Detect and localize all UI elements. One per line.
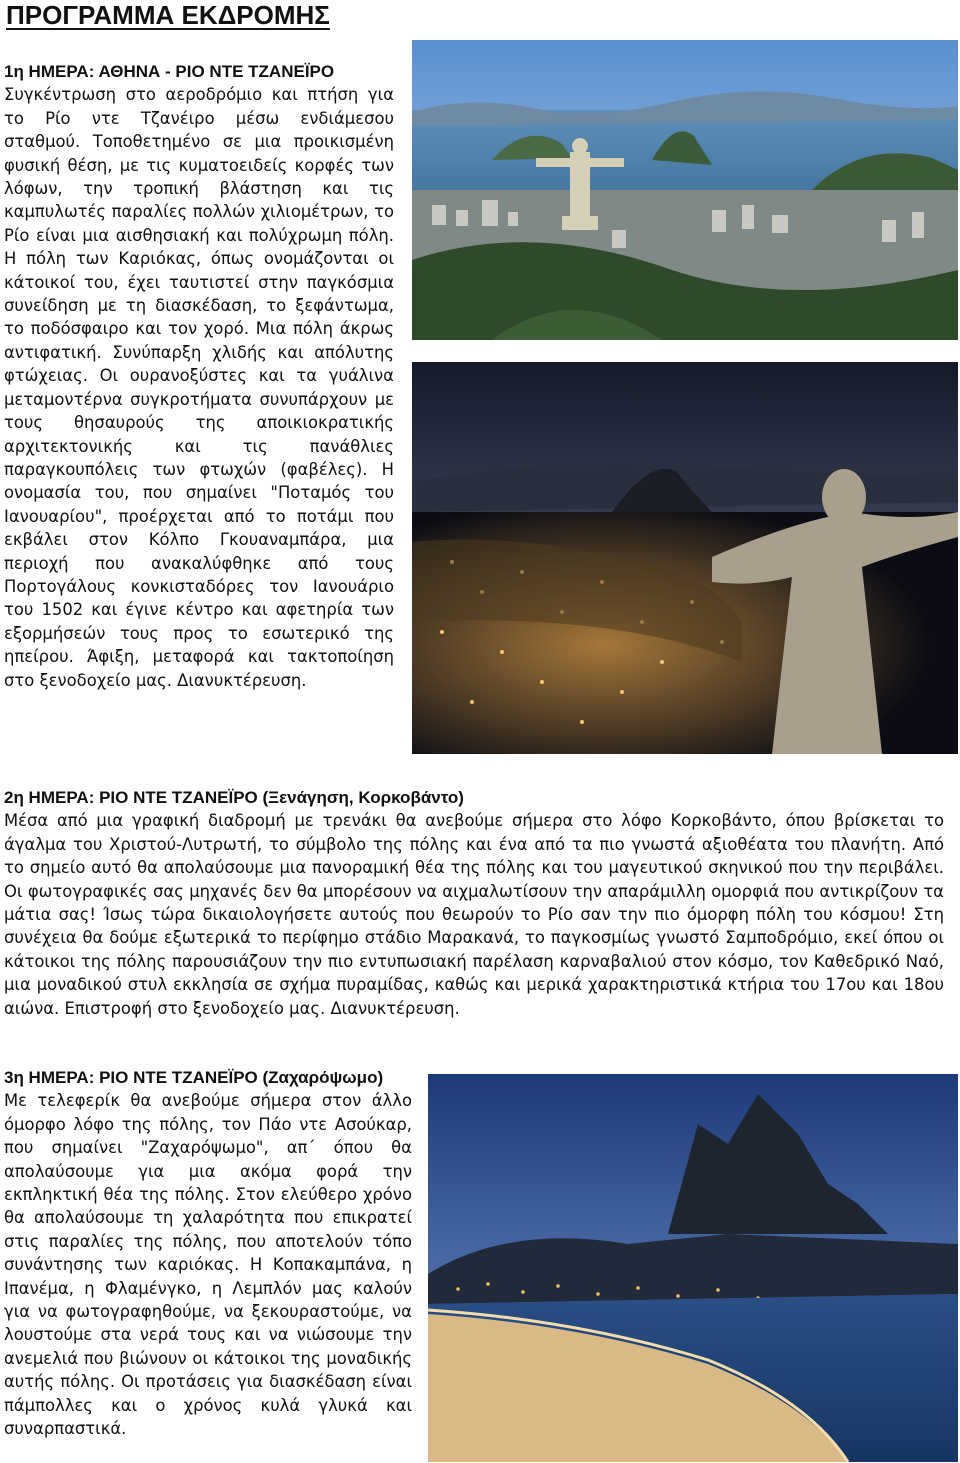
rio-night-statue-photo — [412, 362, 958, 754]
page-title: ΠΡΟΓΡΑΜΜΑ ΕΚΔΡΟΜΗΣ — [6, 0, 330, 30]
day1-section — [4, 60, 394, 692]
day2-text: Μέσα από μια γραφική διαδρομή με τρενάκι θα ανεβούμε σήμερα στο λόφο Κορκοβάντο, όπου βρίσκεται το άγαλμα του Χριστού-Λυτρωτή, το σύμβολο της πόλης και ένα από τα πιο γνωστά αξιοθέατα του πλανήτη. Από το σημείο αυτό θα απολαύσουμε μια πανοραμική θέα της πόλης και του μαγευτικού σκηνικού που την περιβάλει. Οι φωτογραφικές σας μηχανές δεν θα μπορέσουν να αιχμαλωτίσουν την απαράμιλλη ομορφιά που αντικρίζουν τα μάτια σας! Ίσως τώρα δικαιολογήσετε αυτούς που θεωρούν το Ρίο σαν την πιο όμορφη πόλη του κόσμου! Στη συνέχεια θα δούμε εξωτερικά το περίφημο στάδιο Μαρακανά, το παγκοσμίως γνωστό Σαμποδρόμιο, εκεί όπου οι κάτοικοι της πόλης παρουσιάζουν την πιο εντυπωσιακή παρέλαση καρναβαλιού στον κόσμο, τον Καθεδρικό Ναό, μια μοναδικού στυλ εκκλησία σε σχήμα πυραμίδας, καθώς και μερικά χαρακτηριστικά κτήρια του 17ου και 18ου αιώνα. Επιστροφή στο ξενοδοχείο μας. Διανυκτέρευση. — [4, 811, 944, 1018]
rio-beach-dusk-photo — [428, 1074, 958, 1462]
day1-text: Συγκέντρωση στο αεροδρόμιο και πτήση για το Ρίο ντε Τζανέιρο μέσω ενδιάμεσου σταθμού. Τοποθετημένο σε μια προικισμένη φυσική θέση, με τις κυματοειδείς κορφές των λόφων, την τροπική βλάστηση και τις καμπυλωτές παραλίες πολλών χιλιομέτρων, το Ρίο είναι μια αισθησιακή και πολύχρωμη πόλη. Η πόλη των Καριόκας, όπως ονομάζονται οι κάτοικοί του, έχει ταυτιστεί στην παγκόσμια συνείδηση με τη διασκέδαση, το ξεφάντωμα, το ποδόσφαιρο και τον χορό. Μια πόλη άκρως αντιφατική. Συνύπαρξη χλιδής και απόλυτης φτώχειας. Οι ουρανοξύστες και τα γυάλινα μεταμοντέρνα συγκροτήματα συνυπάρχουν με τους θησαυρούς της αποικιοκρατικής αρχιτεκτονικής και τις πανάθλιες παραγκουπόλεις των φτωχών (φαβέλες). Η ονομασία του, που σημαίνει "Ποταμός του Ιανουαρίου", προέρχεται από το ποτάμι που εκβάλει στον Κόλπο Γκουαναμπάρα, μια περιοχή που ανακαλύφθηκε από τους Πορτογάλους κονκισταδόρες τον Ιανουάριο του 1502 και έγινε κέντρο και αφετηρία των εξορμήσεών τους προς το εσωτερικό της ηπείρου. Άφιξη, μεταφορά και τακτοποίηση στο ξενοδοχείο μας. Διανυκτέρευση. — [4, 85, 394, 690]
rio-aerial-photo — [412, 40, 958, 340]
day3-heading: 3η ΗΜΕΡΑ: ΡΙΟ ΝΤΕ ΤΖΑΝΕΪΡΟ (Ζαχαρόψωμο) — [4, 1068, 384, 1087]
day2-section — [4, 786, 944, 1020]
day2-heading: 2η ΗΜΕΡΑ: ΡΙΟ ΝΤΕ ΤΖΑΝΕΪΡΟ (Ξενάγηση, Κορκοβάντο) — [4, 788, 464, 807]
day1-heading: 1η ΗΜΕΡΑ: ΑΘΗΝΑ - ΡΙΟ ΝΤΕ ΤΖΑΝΕΪΡΟ — [4, 62, 335, 81]
day3-section — [4, 1066, 412, 1441]
day3-text: Με τελεφερίκ θα ανεβούμε σήμερα στον άλλο όμορφο λόφο της πόλης, τον Πάο ντε Ασούκαρ, που σημαίνει "Ζαχαρόψωμο", απ΄ όπου θα απολαύσουμε για μια ακόμα φορά την εκπληκτική θέα της πόλης. Στον ελεύθερο χρόνο θα απολαύσουμε τη χαλαρότητα που επικρατεί στις παραλίες της πόλης, που αποτελούν τόπο συνάντησης των καριόκας. Η Κοπακαμπάνα, η Ιπανέμα, η Φλαμένγκο, η Λεμπλόν μας καλούν για να φωτογραφηθούμε, να ξεκουραστούμε, να λουστούμε στα νερά τους και να νιώσουμε την ανεμελιά που βιώνουν οι κάτοικοι της μοναδικής αυτής πόλης. Οι προτάσεις για διασκέδαση είναι πάμπολλες και ο χρόνος κυλά γλυκά και συναρπαστικά. — [4, 1091, 412, 1439]
